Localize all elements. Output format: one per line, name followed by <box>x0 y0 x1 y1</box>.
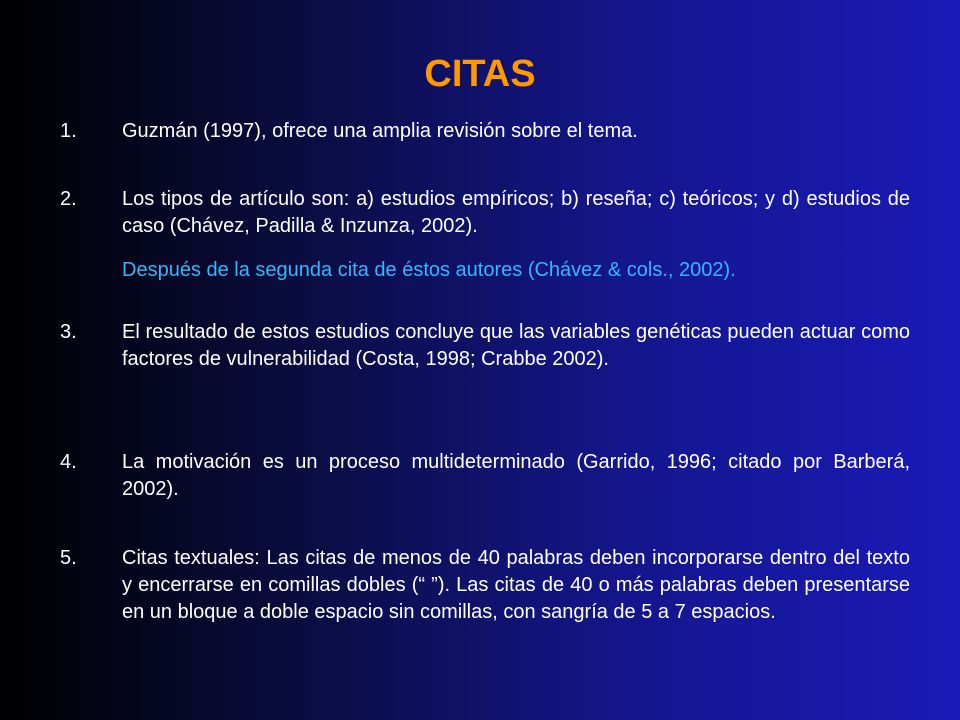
list-item-3 <box>60 319 910 373</box>
list-item-text: Guzmán (1997), ofrece una amplia revisión sobre el tema. <box>122 120 638 142</box>
list-item-2 <box>60 186 910 240</box>
list-item-number: 3. <box>60 321 77 343</box>
list-item-1 <box>60 118 910 145</box>
list-item-number: 2. <box>60 188 77 210</box>
list-item-number: 5. <box>60 547 77 569</box>
list-item-4 <box>60 449 910 503</box>
slide-title: CITAS <box>424 53 536 95</box>
citation-note: Después de la segunda cita de éstos autores (Chávez & cols., 2002). <box>122 259 736 281</box>
list-item-5 <box>60 545 910 626</box>
list-item-number: 4. <box>60 451 77 473</box>
list-item-text: Los tipos de artículo son: a) estudios empíricos; b) reseña; c) teóricos; y d) estudios de caso (Chávez, Padilla & Inzunza, 2002). <box>122 188 910 237</box>
list-item-text: La motivación es un proceso multideterminado (Garrido, 1996; citado por Barberá, 2002). <box>122 451 910 500</box>
list-item-text: El resultado de estos estudios concluye que las variables genéticas pueden actuar como factores de vulnerabilidad (Costa, 1998; Crabbe 2002). <box>122 321 910 370</box>
list-item-number: 1. <box>60 120 77 142</box>
list-item-text: Citas textuales: Las citas de menos de 40 palabras deben incorporarse dentro del texto y encerrarse en comillas dobles (“ ”). Las citas de 40 o más palabras deben presentarse en un bloque a doble espacio sin comillas, con sangría de 5 a 7 espacios. <box>122 547 910 623</box>
